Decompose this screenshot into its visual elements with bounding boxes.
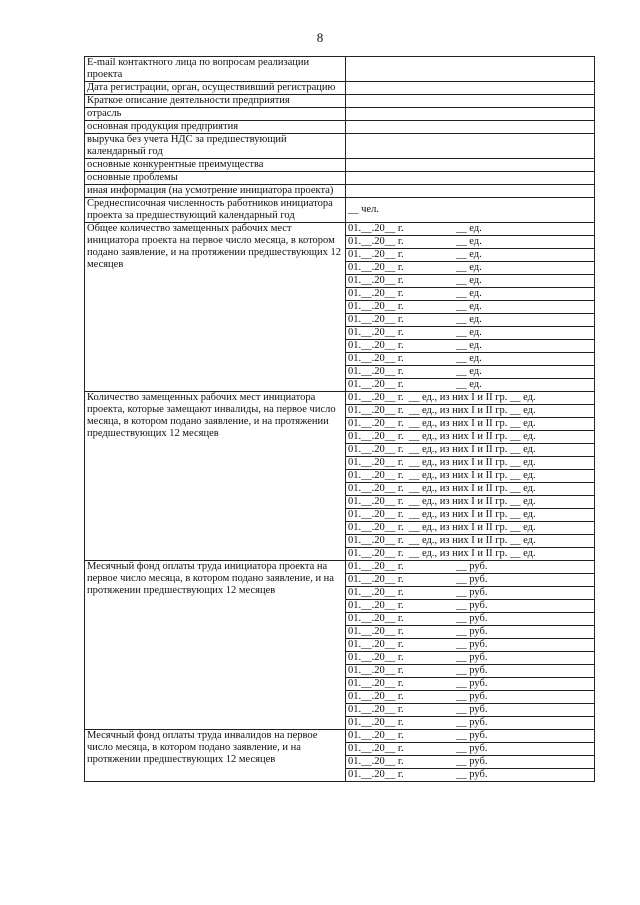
payroll-line[interactable]: 01.__.20__ г. __ руб. — [346, 678, 595, 691]
field-label: основные конкурентные преимущества — [85, 159, 346, 172]
field-label: Дата регистрации, орган, осуществивший регистрацию — [85, 82, 346, 95]
payroll-disabled-row — [85, 730, 595, 743]
field-value[interactable] — [346, 121, 595, 134]
form-row — [85, 159, 595, 172]
payroll-line[interactable]: 01.__.20__ г. __ руб. — [346, 691, 595, 704]
field-label: основная продукция предприятия — [85, 121, 346, 134]
field-label: отрасль — [85, 108, 346, 121]
payroll-line[interactable]: 01.__.20__ г. __ руб. — [346, 574, 595, 587]
form-row — [85, 82, 595, 95]
field-value[interactable] — [346, 134, 595, 159]
disabled-jobs-line[interactable]: 01.__.20__ г. __ ед., из них I и II гр. __ ед. — [346, 431, 595, 444]
field-value[interactable] — [346, 159, 595, 172]
disabled-jobs-line[interactable]: 01.__.20__ г. __ ед., из них I и II гр. __ ед. — [346, 483, 595, 496]
payroll-disabled-line[interactable]: 01.__.20__ г. __ руб. — [346, 730, 595, 743]
headcount-value[interactable]: __ чел. — [346, 198, 595, 223]
field-label: Краткое описание деятельности предприятия — [85, 95, 346, 108]
jobs-line[interactable]: 01.__.20__ г. __ ед. — [346, 223, 595, 236]
field-value[interactable] — [346, 108, 595, 121]
disabled-jobs-line[interactable]: 01.__.20__ г. __ ед., из них I и II гр. __ ед. — [346, 392, 595, 405]
field-value[interactable] — [346, 185, 595, 198]
payroll-line[interactable]: 01.__.20__ г. __ руб. — [346, 704, 595, 717]
field-label: выручка без учета НДС за предшествующий календарный год — [85, 134, 346, 159]
payroll-line[interactable]: 01.__.20__ г. __ руб. — [346, 600, 595, 613]
payroll-disabled-line[interactable]: 01.__.20__ г. __ руб. — [346, 743, 595, 756]
payroll-disabled-line[interactable]: 01.__.20__ г. __ руб. — [346, 769, 595, 782]
jobs-row — [85, 223, 595, 236]
form-row — [85, 198, 595, 223]
field-value[interactable] — [346, 57, 595, 82]
form-row — [85, 172, 595, 185]
disabled-jobs-line[interactable]: 01.__.20__ г. __ ед., из них I и II гр. __ ед. — [346, 405, 595, 418]
payroll-label: Месячный фонд оплаты труда инициатора проекта на первое число месяца, в котором подано заявление, и на протяжении предшествующих 12 месяцев — [85, 561, 346, 730]
disabled-jobs-line[interactable]: 01.__.20__ г. __ ед., из них I и II гр. __ ед. — [346, 496, 595, 509]
disabled-jobs-line[interactable]: 01.__.20__ г. __ ед., из них I и II гр. __ ед. — [346, 418, 595, 431]
field-value[interactable] — [346, 82, 595, 95]
disabled-jobs-row — [85, 392, 595, 405]
jobs-line[interactable]: 01.__.20__ г. __ ед. — [346, 379, 595, 392]
field-label: иная информация (на усмотрение инициатора проекта) — [85, 185, 346, 198]
disabled-jobs-line[interactable]: 01.__.20__ г. __ ед., из них I и II гр. __ ед. — [346, 457, 595, 470]
jobs-line[interactable]: 01.__.20__ г. __ ед. — [346, 236, 595, 249]
form-row — [85, 134, 595, 159]
payroll-line[interactable]: 01.__.20__ г. __ руб. — [346, 639, 595, 652]
payroll-line[interactable]: 01.__.20__ г. __ руб. — [346, 561, 595, 574]
page-number: 8 — [316, 30, 324, 45]
payroll-line[interactable]: 01.__.20__ г. __ руб. — [346, 652, 595, 665]
jobs-line[interactable]: 01.__.20__ г. __ ед. — [346, 340, 595, 353]
form-row — [85, 57, 595, 82]
field-label: основные проблемы — [85, 172, 346, 185]
payroll-row — [85, 561, 595, 574]
application-form-table — [84, 56, 595, 782]
jobs-line[interactable]: 01.__.20__ г. __ ед. — [346, 249, 595, 262]
disabled-jobs-line[interactable]: 01.__.20__ г. __ ед., из них I и II гр. __ ед. — [346, 470, 595, 483]
form-row — [85, 121, 595, 134]
payroll-line[interactable]: 01.__.20__ г. __ руб. — [346, 665, 595, 678]
jobs-line[interactable]: 01.__.20__ г. __ ед. — [346, 288, 595, 301]
jobs-line[interactable]: 01.__.20__ г. __ ед. — [346, 327, 595, 340]
disabled-jobs-line[interactable]: 01.__.20__ г. __ ед., из них I и II гр. __ ед. — [346, 548, 595, 561]
payroll-line[interactable]: 01.__.20__ г. __ руб. — [346, 717, 595, 730]
disabled-jobs-line[interactable]: 01.__.20__ г. __ ед., из них I и II гр. __ ед. — [346, 509, 595, 522]
form-row — [85, 108, 595, 121]
field-label: E-mail контактного лица по вопросам реализации проекта — [85, 57, 346, 82]
jobs-line[interactable]: 01.__.20__ г. __ ед. — [346, 301, 595, 314]
jobs-line[interactable]: 01.__.20__ г. __ ед. — [346, 275, 595, 288]
field-label: Среднесписочная численность работников инициатора проекта за предшествующий календарный год — [85, 198, 346, 223]
jobs-label: Общее количество замещенных рабочих мест инициатора проекта на первое число месяца, в котором подано заявление, и на протяжении предшествующих 12 месяцев — [85, 223, 346, 392]
payroll-disabled-line[interactable]: 01.__.20__ г. __ руб. — [346, 756, 595, 769]
disabled-jobs-line[interactable]: 01.__.20__ г. __ ед., из них I и II гр. __ ед. — [346, 444, 595, 457]
jobs-line[interactable]: 01.__.20__ г. __ ед. — [346, 262, 595, 275]
jobs-line[interactable]: 01.__.20__ г. __ ед. — [346, 366, 595, 379]
jobs-line[interactable]: 01.__.20__ г. __ ед. — [346, 353, 595, 366]
disabled-jobs-line[interactable]: 01.__.20__ г. __ ед., из них I и II гр. __ ед. — [346, 535, 595, 548]
disabled-jobs-label: Количество замещенных рабочих мест инициатора проекта, которые замещают инвалиды, на первое число месяца, в котором подано заявление, и на протяжении предшествующих 12 месяцев — [85, 392, 346, 561]
jobs-line[interactable]: 01.__.20__ г. __ ед. — [346, 314, 595, 327]
payroll-line[interactable]: 01.__.20__ г. __ руб. — [346, 626, 595, 639]
payroll-disabled-label: Месячный фонд оплаты труда инвалидов на первое число месяца, в котором подано заявление, и на протяжении предшествующих 12 месяцев — [85, 730, 346, 782]
payroll-line[interactable]: 01.__.20__ г. __ руб. — [346, 587, 595, 600]
field-value[interactable] — [346, 95, 595, 108]
form-row — [85, 95, 595, 108]
form-row — [85, 185, 595, 198]
field-value[interactable] — [346, 172, 595, 185]
payroll-line[interactable]: 01.__.20__ г. __ руб. — [346, 613, 595, 626]
disabled-jobs-line[interactable]: 01.__.20__ г. __ ед., из них I и II гр. __ ед. — [346, 522, 595, 535]
